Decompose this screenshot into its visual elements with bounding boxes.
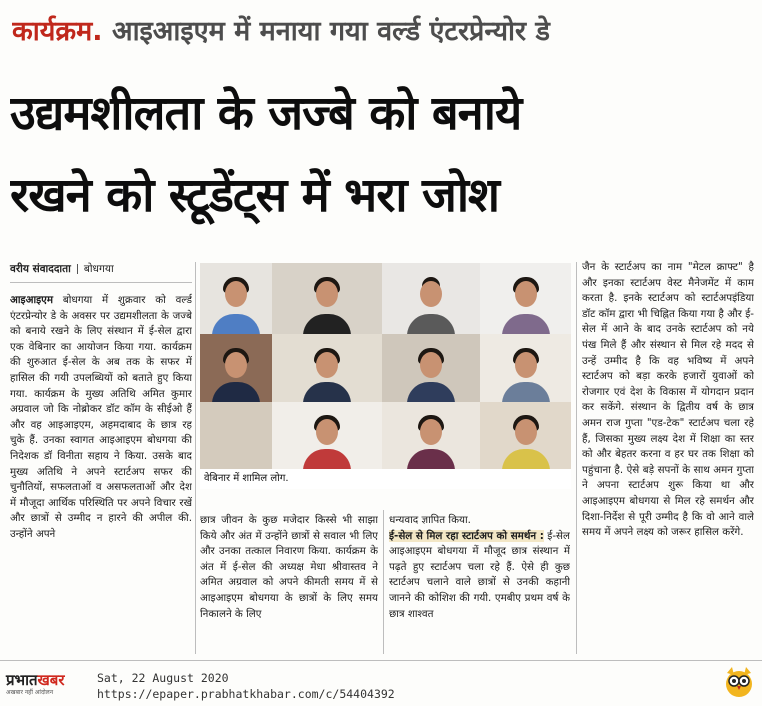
logo-text-a: प्रभात	[6, 671, 38, 689]
logo-text-b: खबर	[37, 671, 65, 689]
photo-caption: वेबिनार में शामिल लोग.	[200, 469, 571, 489]
newspaper-logo	[6, 671, 88, 695]
participant-tile	[480, 263, 571, 334]
participant-tile	[382, 334, 480, 402]
kicker-text: आइआइएम में मनाया गया वर्ल्ड एंटरप्रेन्योर डे	[111, 16, 550, 47]
participant-tile	[200, 334, 272, 402]
kicker-line	[12, 10, 752, 54]
footer-rule	[0, 660, 762, 661]
logo-tagline: अखबार नहीं आंदोलन	[6, 689, 54, 696]
participant-tile	[480, 334, 571, 402]
participant-tile	[272, 263, 382, 334]
article-col3-intro: धन्यवाद ज्ञापित किया.	[389, 514, 471, 526]
byline-author: वरीय संवाददाता	[10, 263, 71, 275]
article-col4-text: जैन के स्टार्टअप का नाम "मेटल क्राफ्ट" है और इनका स्टार्टअप वेस्ट मैनेजमेंट में काम करता है. इनके स्टार्टअप को स्टार्टअपइंडिया डॉट कॉम द्वारा भी चिह्नित किया गया है और ई-सेल में आने के बाद उनके स्टार्टअप को नये पंख मिले हैं और संस्थान से मिल रहे मदद से उन्हें उम्मीद है कि वह भविष्य में अपने स्टार्टअप को बड़ा करके हजारों युवाओं को रोजगार एवं देश के विकास में योगदान प्रदान कर सकेंगे. संस्थान के द्वितीय वर्ष के छात्र अमन राज गुप्ता "एड-टेक" स्टार्टअप चला रहे हैं, जिसका मुख्य लक्ष्य देश में शिक्षा का स्तर को और बेहतर करना व हर घर तक शिक्षा को पहुंचाना है. ऐसे बड़े सपनों के साथ अमन गुप्ता ने अपना स्टार्टअप शुरू किया था और आइआइएम बोधगया से मिल रहे समर्थन और दिशा-निर्देश से पूरी उम्मीद है कि वो आने वाले समय में अपने लक्ष्य को जरूर हासिल करेंगे.	[582, 261, 754, 539]
participant-tile	[480, 402, 571, 469]
epaper-url[interactable]: https://epaper.prabhatkhabar.com/c/54404392	[97, 687, 395, 701]
participant-tile	[382, 402, 480, 469]
column-divider-1	[195, 262, 196, 654]
participant-tile	[200, 263, 272, 334]
byline-rule	[10, 282, 192, 283]
article-subhead: ई-सेल से मिल रहा स्टार्टअप को समर्थन :	[389, 529, 544, 542]
article-column-2	[200, 513, 378, 653]
byline-place: बोधगया	[83, 263, 114, 275]
participant-tile	[200, 402, 272, 469]
byline	[10, 262, 114, 276]
headline-line-1: उद्यमशीलता के जज्बे को बनाये	[10, 86, 522, 141]
headline-line-2: रखने को स्टूडेंट्स में भरा जोश	[10, 168, 499, 223]
column-divider-2	[383, 510, 384, 654]
article-lead: आइआइएम	[10, 294, 54, 306]
article-col1-text: बोधगया में शुक्रवार को वर्ल्ड एंटरप्रेन्योर डे के अवसर पर उद्यमशीलता के जज्बे को बनाये रखने के लिए संस्थान में ई-सेल द्वारा एक वेबिनार का आयोजन किया गया. कार्यक्रम की शुरुआत ई-सेल के अब तक के सफर में हासिल की गयी उपलब्धियों को बताते हुए किया गया. कार्यक्रम के मुख्य अतिथि अमित कुमार अग्रवाल जो कि नोब्रोकर डॉट कॉम के सीईओ हैं और वह आइआइएम, अहमदाबाद के छात्र रह चुके हैं. उनका स्वागत आइआइएम बोधगया की निदेशक डॉ विनीता सहाय ने किया. उसके बाद मुख्य अतिथि ने अपने स्टार्टअप सफर की चुनौतियों, सफलताओं व असफलताओं और देश में मौजूदा आर्थिक परिस्थिति पर अपने विचार रखें और छात्रों से उम्मीद न हारने की अपील की. उन्होंने अपने	[10, 294, 192, 540]
participant-tile	[272, 402, 382, 469]
edition-date: Sat, 22 August 2020	[97, 671, 229, 685]
column-divider-3	[576, 262, 577, 654]
byline-separator	[77, 264, 78, 274]
owl-icon	[724, 664, 754, 698]
article-column-4	[582, 260, 754, 653]
kicker-label: कार्यक्रम.	[12, 16, 103, 47]
article-col2-text: छात्र जीवन के कुछ मजेदार किस्से भी साझा किये और अंत में उन्होंने छात्रों से सवाल भी लिए और उनका तत्काल निवारण किया. कार्यक्रम के अंत में ई-सेल की अध्यक्ष मेधा श्रीवास्तव ने अमित अग्रवाल को अपने कीमती समय में से आइआइएम बोधगया के छात्रों के लिए समय निकालने के लिए	[200, 514, 378, 620]
article-column-1	[10, 293, 192, 653]
article-column-3	[389, 513, 570, 653]
article-col3-text: ई-सेल आइआइएम बोधगया में मौजूद छात्र संस्थान में पढ़ते हुए स्टार्टअप चला रहे हैं. ऐसे ही कुछ स्टार्टअप चलाने वाले छात्रों से उनकी कहानी जानने की कोशिश की गयी. एमबीए प्रथम वर्ष के छात्र शाश्वत	[389, 529, 570, 620]
participant-tile	[272, 334, 382, 402]
webinar-photo	[200, 263, 571, 469]
participant-tile	[382, 263, 480, 334]
